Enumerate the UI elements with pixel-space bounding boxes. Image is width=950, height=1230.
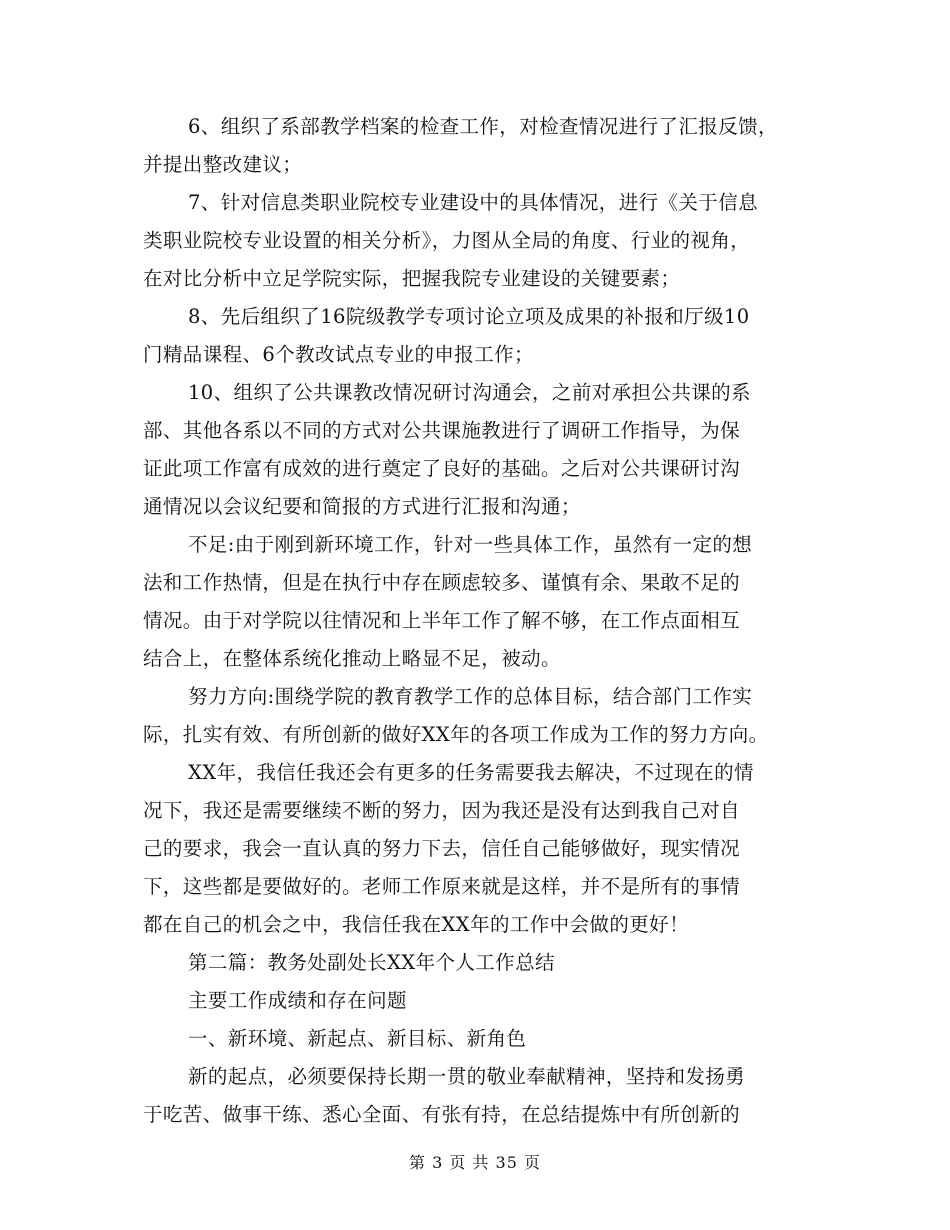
text-line: 己的要求，我会一直认真的努力下去，信任自己能够做好，现实情况	[143, 837, 741, 860]
text-line: 并提出整改建议；	[143, 153, 303, 176]
text-line: 10、组织了公共课教改情况研讨沟通会，之前对承担公共课的系	[188, 381, 751, 404]
text-line: 门精品课程、6个教改试点专业的申报工作；	[143, 343, 534, 366]
text-line: 8、先后组织了16院级教学专项讨论立项及成果的补报和厅级10	[188, 305, 750, 328]
text-line: 下，这些都是要做好的。老师工作原来就是这样，并不是所有的事情	[143, 875, 741, 898]
text-line: 努力方向:围绕学院的教育教学工作的总体目标，结合部门工作实	[188, 685, 753, 708]
text-line: 于吃苦、做事干练、悉心全面、有张有持，在总结提炼中有所创新的	[143, 1103, 741, 1126]
text-line: 不足:由于刚到新环境工作，针对一些具体工作，虽然有一定的想	[188, 533, 753, 556]
text-line: 在对比分析中立足学院实际，把握我院专业建设的关键要素；	[143, 267, 681, 290]
text-line: 证此项工作富有成效的进行奠定了良好的基础。之后对公共课研讨沟	[143, 457, 741, 480]
text-line: 6、组织了系部教学档案的检查工作，对检查情况进行了汇报反馈，	[188, 115, 778, 138]
text-line: 际，扎实有效、有所创新的做好XX年的各项工作成为工作的努力方向。	[143, 723, 769, 746]
document-body	[143, 108, 815, 1134]
text-line: 通情况以会议纪要和简报的方式进行汇报和沟通；	[143, 495, 581, 518]
text-line: 7、针对信息类职业院校专业建设中的具体情况，进行《关于信息	[188, 191, 759, 214]
text-line: 情况。由于对学院以往情况和上半年工作了解不够，在工作点面相互	[143, 609, 741, 632]
text-line: 都在自己的机会之中，我信任我在XX年的工作中会做的更好！	[143, 913, 689, 936]
text-line: 一、新环境、新起点、新目标、新角色	[188, 1027, 527, 1050]
text-line: 结合上，在整体系统化推动上略显不足，被动。	[143, 647, 561, 670]
page-footer: 第 3 页 共 35 页	[409, 1153, 541, 1172]
text-line: 主要工作成绩和存在问题	[188, 989, 407, 1012]
text-line: 类职业院校专业设置的相关分析》，力图从全局的角度、行业的视角，	[143, 229, 751, 252]
text-line: 新的起点，必须要保持长期一贯的敬业奉献精神，坚持和发扬勇	[188, 1065, 746, 1088]
text-line: 法和工作热情，但是在执行中存在顾虑较多、谨慎有余、果敢不足的	[143, 571, 741, 594]
text-line: 部、其他各系以不同的方式对公共课施教进行了调研工作指导，为保	[143, 419, 741, 442]
text-line: 况下，我还是需要继续不断的努力，因为我还是没有达到我自己对自	[143, 799, 741, 822]
text-line: XX年，我信任我还会有更多的任务需要我去解决，不过现在的情	[188, 761, 754, 784]
text-line: 第二篇：教务处副处长XX年个人工作总结	[188, 951, 555, 974]
